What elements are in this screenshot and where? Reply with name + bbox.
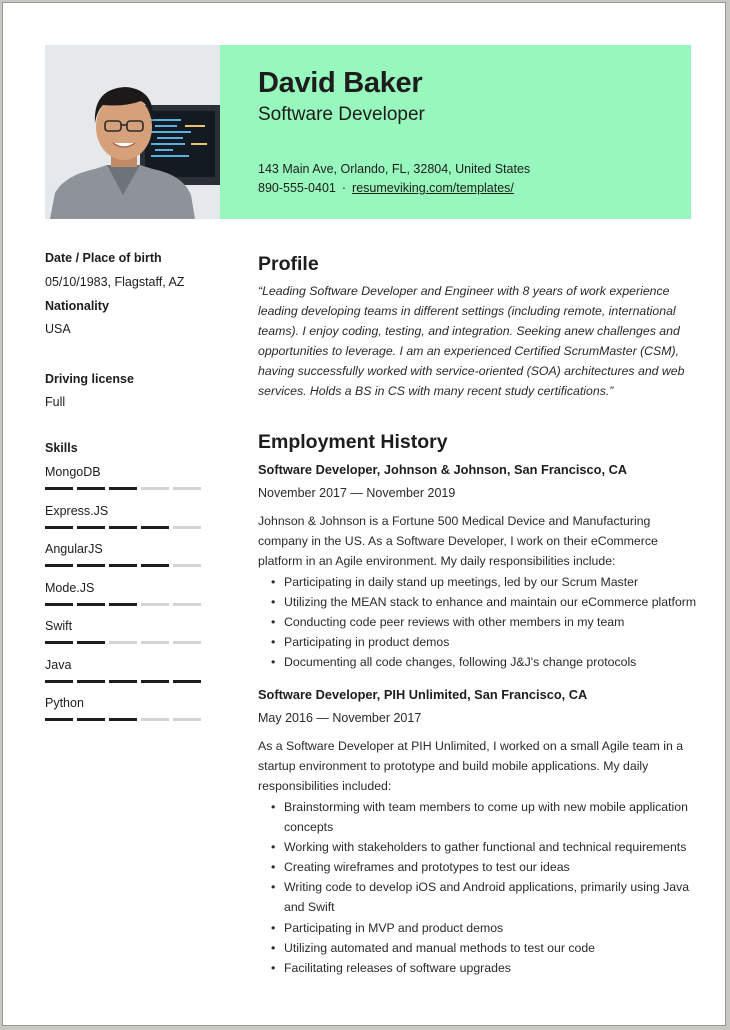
skill-item	[45, 542, 205, 556]
skill-level-segment	[77, 641, 105, 644]
skill-level-segment	[77, 487, 105, 490]
job-2-title: Software Developer, PIH Unlimited, San Francisco, CA	[258, 687, 588, 702]
list-item: • Utilizing automated and manual methods to test our code	[258, 938, 698, 958]
phone-number: 890-555-0401	[258, 181, 336, 195]
skill-level-segment	[173, 487, 201, 490]
job-1-dates: November 2017 — November 2019	[258, 486, 456, 500]
skill-level-segment	[45, 718, 73, 721]
profile-summary: “Leading Software Developer and Engineer with 8 years of work experience leading developing teams in different settings (including remote, international teams). I enjoy coding, testing, and integration. Seeking anew challenges and opportunities to leverage. I am an experienced Certified ScrumMaster (CSM), having successfully worked with service-oriented (SOA) architectures and web services. Holds a BS in CS with many recent study certifications.”	[258, 284, 685, 399]
skill-level-bar	[45, 487, 205, 490]
skill-level-segment	[109, 487, 137, 490]
address: 143 Main Ave, Orlando, FL, 32804, United States	[258, 162, 531, 176]
job-1-description: Johnson & Johnson is a Fortune 500 Medical Device and Manufacturing company in the US. As a Software Developer, I work on their eCommerce platform in an Agile environment. My daily responsibilities include:	[258, 514, 658, 569]
skill-name: AngularJS	[45, 542, 103, 556]
skill-level-segment	[45, 564, 73, 567]
list-item: • Utilizing the MEAN stack to enhance and maintain our eCommerce platform	[258, 592, 698, 612]
skill-level-segment	[173, 526, 201, 529]
license-label: Driving license	[45, 372, 134, 386]
skill-level-segment	[109, 564, 137, 567]
license-value: Full	[45, 395, 66, 409]
list-item: • Participating in daily stand up meetings, led by our Scrum Master	[258, 572, 698, 592]
list-item: • Working with stakeholders to gather functional and technical requirements	[258, 837, 698, 857]
skill-level-segment	[77, 564, 105, 567]
skill-level-segment	[77, 526, 105, 529]
nationality-value: USA	[45, 322, 71, 336]
list-item: • Participating in MVP and product demos	[258, 918, 698, 938]
skill-level-segment	[173, 718, 201, 721]
skill-level-segment	[45, 526, 73, 529]
job-title: Software Developer	[258, 104, 425, 125]
skill-level-bar	[45, 564, 205, 567]
resume-page	[2, 2, 726, 1026]
profile-photo	[45, 45, 220, 219]
skill-level-bar	[45, 680, 205, 683]
birth-value: 05/10/1983, Flagstaff, AZ	[45, 275, 185, 289]
skill-name: Java	[45, 657, 72, 672]
skill-level-segment	[109, 641, 137, 644]
skill-name: Python	[45, 696, 84, 710]
skill-level-segment	[77, 603, 105, 606]
skill-level-segment	[141, 487, 169, 490]
skills-label: Skills	[45, 441, 78, 455]
skill-level-segment	[45, 641, 73, 644]
list-item: • Brainstorming with team members to come up with new mobile application concepts	[258, 797, 698, 837]
skill-level-segment	[77, 718, 105, 721]
skill-name: Mode.JS	[45, 580, 95, 595]
skill-level-bar	[45, 718, 205, 721]
skill-level-segment	[45, 487, 73, 490]
skill-item	[45, 504, 205, 518]
skill-level-segment	[141, 680, 169, 683]
skill-name: MongoDB	[45, 465, 101, 479]
skill-item	[45, 465, 205, 479]
skill-level-segment	[77, 680, 105, 683]
list-item: • Participating in product demos	[258, 632, 698, 652]
job-1-responsibilities	[258, 572, 698, 672]
list-item: • Conducting code peer reviews with other members in my team	[258, 612, 698, 632]
skill-item	[45, 581, 205, 595]
skill-level-segment	[141, 718, 169, 721]
skill-level-segment	[173, 564, 201, 567]
skill-level-segment	[141, 603, 169, 606]
employment-heading: Employment History	[258, 431, 448, 453]
job-1-title: Software Developer, Johnson & Johnson, San Francisco, CA	[258, 462, 628, 477]
skill-level-bar	[45, 603, 205, 606]
skill-item	[45, 658, 205, 672]
separator-dot: ·	[341, 181, 347, 195]
skill-level-bar	[45, 526, 205, 529]
skill-name: Swift	[45, 619, 73, 633]
skill-level-segment	[141, 641, 169, 644]
job-2-responsibilities	[258, 797, 698, 978]
birth-label: Date / Place of birth	[45, 251, 162, 265]
skill-level-segment	[45, 603, 73, 606]
list-item: • Writing code to develop iOS and Android applications, primarily using Java and Swift	[258, 877, 698, 917]
skill-level-bar	[45, 641, 205, 644]
header-banner	[220, 45, 691, 219]
profile-heading: Profile	[258, 253, 319, 275]
skill-level-segment	[173, 603, 201, 606]
skill-item	[45, 619, 205, 633]
skill-level-segment	[45, 680, 73, 683]
candidate-name: David Baker	[258, 67, 423, 99]
skill-level-segment	[109, 603, 137, 606]
skill-item	[45, 696, 205, 710]
skill-level-segment	[173, 641, 201, 644]
skill-level-segment	[109, 718, 137, 721]
skill-level-segment	[173, 680, 201, 683]
job-2-description: As a Software Developer at PIH Unlimited, I worked on a small Agile team in a startup environment to prototype and build mobile applications. My daily responsibilities included:	[258, 739, 684, 794]
list-item: • Creating wireframes and prototypes to test our ideas	[258, 857, 698, 877]
skill-level-segment	[109, 680, 137, 683]
contact-line	[258, 181, 514, 195]
skill-name: Express.JS	[45, 503, 109, 518]
skill-level-segment	[109, 526, 137, 529]
job-2-dates: May 2016 — November 2017	[258, 711, 422, 725]
skill-level-segment	[141, 564, 169, 567]
skill-level-segment	[141, 526, 169, 529]
nationality-label: Nationality	[45, 299, 109, 313]
list-item: • Documenting all code changes, following J&J's change protocols	[258, 652, 698, 672]
website-link[interactable]: resumeviking.com/templates/	[352, 181, 514, 195]
portrait-image	[45, 45, 220, 219]
list-item: • Facilitating releases of software upgrades	[258, 958, 698, 978]
